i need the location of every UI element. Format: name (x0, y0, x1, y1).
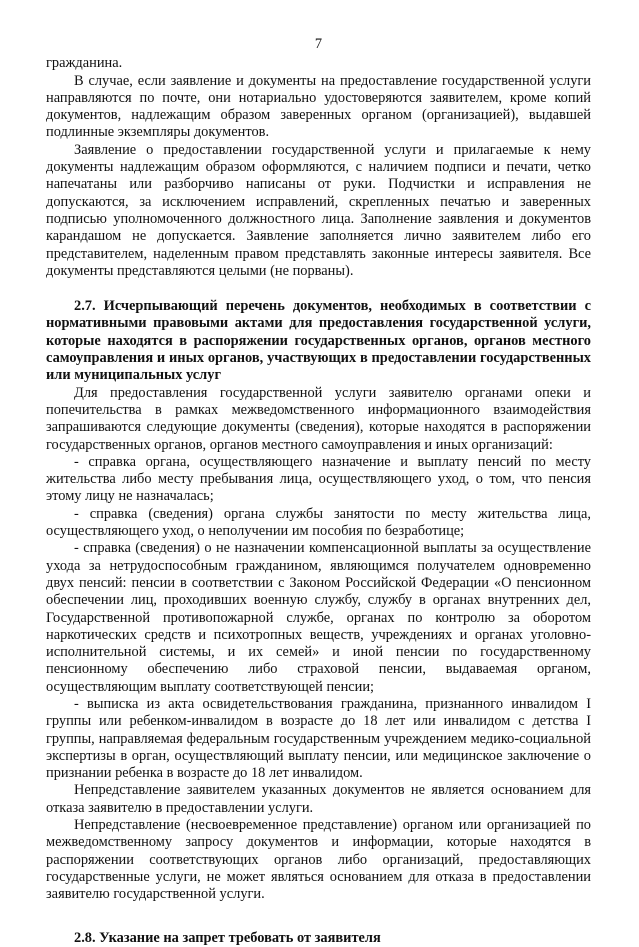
list-item: - справка органа, осуществляющего назначение и выплату пенсий по месту жительства либо месту пребывания лица, осуществляющего уход, о том, что пенсия этому лицу не назначалась; (46, 453, 591, 505)
spacer (46, 280, 591, 298)
paragraph: Непредставление (несвоевременное представление) органом или организацией по межведомственному запросу документов и информации, которые находятся в распоряжении соответствующих органов либо организаций, предоставляющих государственные услуги, не может являться основанием для отказа в предоставлении заявителю государственной услуги. (46, 817, 591, 903)
paragraph: гражданина. (46, 55, 123, 72)
paragraph: Для предоставления государственной услуги заявителю органами опеки и попечительства в рамках межведомственного информационного взаимодействия запрашиваются следующие документы (сведения), которые находятся в распоряжении государственных органов, органов местного самоуправления и иных организаций: (46, 384, 591, 453)
list-item: - справка (сведения) о не назначении компенсационной выплаты за осуществление ухода за нетрудоспособным гражданином, являющимся получателем одновременно двух пенсий: пенсии в соответствии с Законом Российской Федерации «О пенсионном обеспечении лиц, проходивших военную службу, службу в органах внутренних дел, Государственной противопожарной службе, органах по контролю за оборотом наркотических средств и психотропных веществ, учреждениях и органах уголовно-исполнительной системы, и их семей» и иной пенсии по государственному пенсионному обеспечению либо страховой пенсии, выдаваемая органом, осуществляющим выплату соответствующей пенсии; (46, 540, 591, 695)
page-number: 7 (314, 36, 323, 52)
paragraph: В случае, если заявление и документы на предоставление государственной услуги направляются по почте, они нотариально удостоверяются заявителем, кроме копий документов, надлежащим образом заверенных органом (организацией), выдавшей подлинные экземпляры документов. (46, 72, 591, 141)
section-heading-2-8: 2.8. Указание на запрет требовать от заявителя (74, 929, 381, 946)
spacer (46, 904, 591, 930)
list-item: - справка (сведения) органа службы занятости по месту жительства лица, осуществляющего уход, о неполучении им пособия по безработице; (46, 505, 591, 540)
list-item: - выписка из акта освидетельствования гражданина, признанного инвалидом I группы или ребенком-инвалидом в возрасте до 18 лет или инвалидом с детства I группы, направляемая федеральным государственным учреждением медико-социальной экспертизы в орган, осуществляющий выплату пенсии, или медицинское заключение о признании ребенка в возрасте до 18 лет инвалидом. (46, 695, 591, 782)
paragraph: Непредставление заявителем указанных документов не является основанием для отказа заявителю в предоставлении услуги. (46, 782, 591, 816)
section-heading-2-7: 2.7. Исчерпывающий перечень документов, необходимых в соответствии с нормативными правовыми актами для предоставления государственной услуги, которые находятся в распоряжении государственных органов, органов местного самоуправления и иных органов, участвующих в предоставлении государственных или муниципальных услуг (46, 298, 591, 384)
paragraph: Заявление о предоставлении государственной услуги и прилагаемые к нему документы надлежащим образом оформляются, с наличием подписи и печати, четко напечатаны или разборчиво написаны от руки. Подчистки и исправления не допускаются, за исключением исправлений, скрепленных печатью и заверенных подписью уполномоченного должностного лица. Заполнение заявления и документов карандашом не допускается. Заявление заполняется лично заявителем либо его представителем, наделенным правом представлять законные интересы заявителя. Все документы представляются целыми (не порваны). (46, 141, 591, 279)
